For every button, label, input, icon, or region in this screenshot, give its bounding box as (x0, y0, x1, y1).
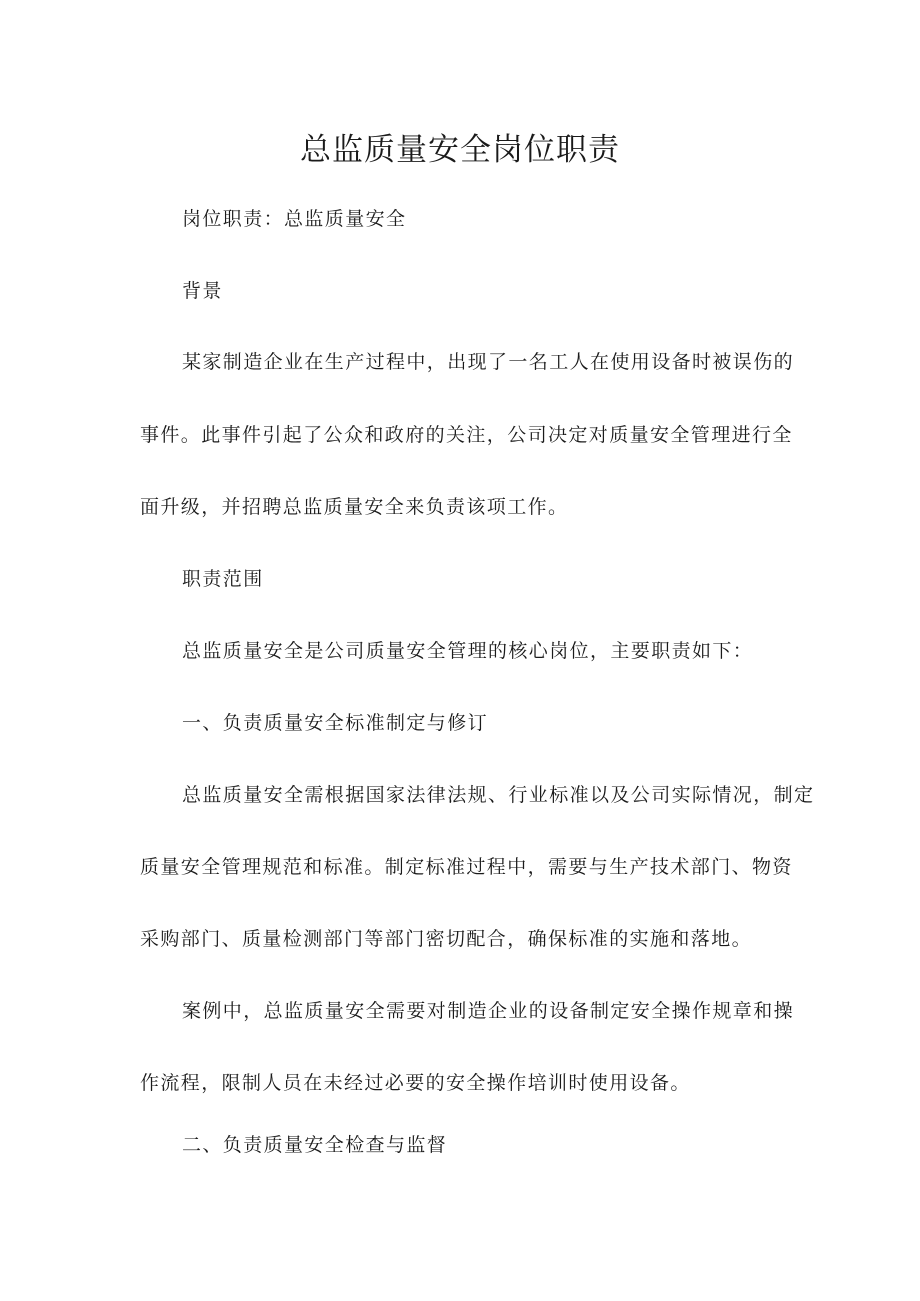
paragraph-line: 某家制造企业在生产过程中，出现了一名工人在使用设备时被误伤的 (182, 351, 795, 373)
paragraph-line: 面升级，并招聘总监质量安全来负责该项工作。 (140, 496, 569, 518)
section-heading-background: 背景 (182, 280, 223, 302)
position-line: 岗位职责：总监质量安全 (182, 208, 407, 230)
paragraph-line: 事件。此事件引起了公众和政府的关注，公司决定对质量安全管理进行全 (140, 424, 793, 446)
document-title: 总监质量安全岗位职责 (300, 132, 620, 168)
paragraph-line: 总监质量安全需根据国家法律法规、行业标准以及公司实际情况，制定 (182, 784, 815, 806)
paragraph-line: 作流程，限制人员在未经过必要的安全操作培训时使用设备。 (140, 1072, 691, 1094)
paragraph-line: 质量安全管理规范和标准。制定标准过程中，需要与生产技术部门、物资 (140, 856, 793, 878)
paragraph-line: 采购部门、质量检测部门等部门密切配合，确保标准的实施和落地。 (140, 928, 753, 950)
subheading-line: 一、负责质量安全标准制定与修订 (182, 712, 489, 734)
paragraph-line: 总监质量安全是公司质量安全管理的核心岗位，主要职责如下： (182, 640, 754, 662)
subheading-line: 二、负责质量安全检查与监督 (182, 1134, 448, 1156)
section-heading-scope: 职责范围 (182, 568, 264, 590)
paragraph-line: 案例中，总监质量安全需要对制造企业的设备制定安全操作规章和操 (182, 1000, 795, 1022)
